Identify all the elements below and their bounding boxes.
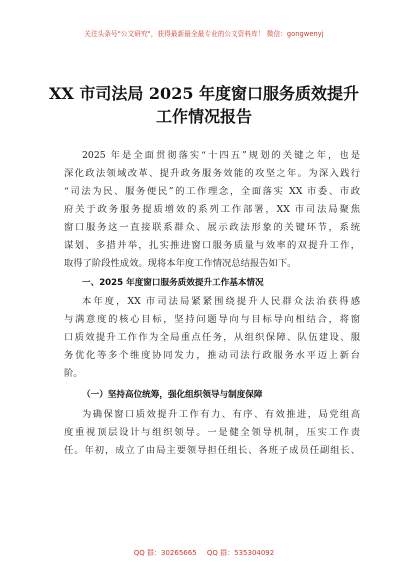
section1-line: 务优化等多个维度协同发力，推动司法行政服务水平迈上新台 <box>64 350 360 361</box>
subsection-heading-1: （一）坚持高位统筹，强化组织领导与制度保障 <box>82 390 263 400</box>
intro-line: 窗口服务这一直接联系群众、展示政法形象的关键环节，系统 <box>64 222 360 233</box>
subsection1-line: 任。年初，成立了由局主要领导担任组长、各班子成员任副组长、 <box>64 445 360 456</box>
footer-qq-group-2: QQ 群：535304092 <box>206 549 275 557</box>
section1-line: 与满意度的核心目标，坚持问题导向与目标导向相结合，将窗 <box>64 314 360 325</box>
document-title-line-1: XX 市司法局 2025 年度窗口服务质效提升 <box>48 84 360 103</box>
intro-line: 取得了阶段性成效。现将本年度工作情况总结报告如下。 <box>64 258 297 269</box>
intro-line: 谋划、多措并举，扎实推进窗口服务质量与效率的双提升工作， <box>64 240 360 251</box>
header-banner: 关注头条号"公文研究"，获得最新最全最专业的公文资料库！ 微信：gongwenyj <box>84 30 324 38</box>
section1-line: 阶。 <box>64 368 83 379</box>
intro-line: 2025 年是全面贯彻落实“十四五”规划的关键之年，也是 <box>82 150 360 161</box>
intro-line: “司法为民、服务便民”的工作理念，全面落实 XX 市委、市政 <box>64 186 360 197</box>
document-title-line-2: 工作情况报告 <box>155 107 252 126</box>
footer-qq-group-1: QQ 群：30265665 <box>133 549 197 557</box>
intro-line: 深化政法领域改革、提升政务服务效能的攻坚之年。为深入践行 <box>64 168 360 179</box>
intro-line: 府关于政务服务提质增效的系列工作部署，XX 市司法局聚焦 <box>64 204 360 215</box>
subsection1-line: 度重视顶层设计与组织领导。一是健全领导机制，压实工作责 <box>64 427 360 438</box>
section-heading-1: 一、2025 年度窗口服务质效提升工作基本情况 <box>82 278 264 288</box>
section1-line: 口质效提升工作作为全局重点任务，从组织保障、队伍建设、服 <box>64 332 360 343</box>
subsection1-line: 为确保窗口质效提升工作有力、有序、有效推进，局党组高 <box>82 409 360 420</box>
footer <box>0 548 408 558</box>
section1-line: 本年度，XX 市司法局紧紧围绕提升人民群众法治获得感 <box>82 296 360 307</box>
